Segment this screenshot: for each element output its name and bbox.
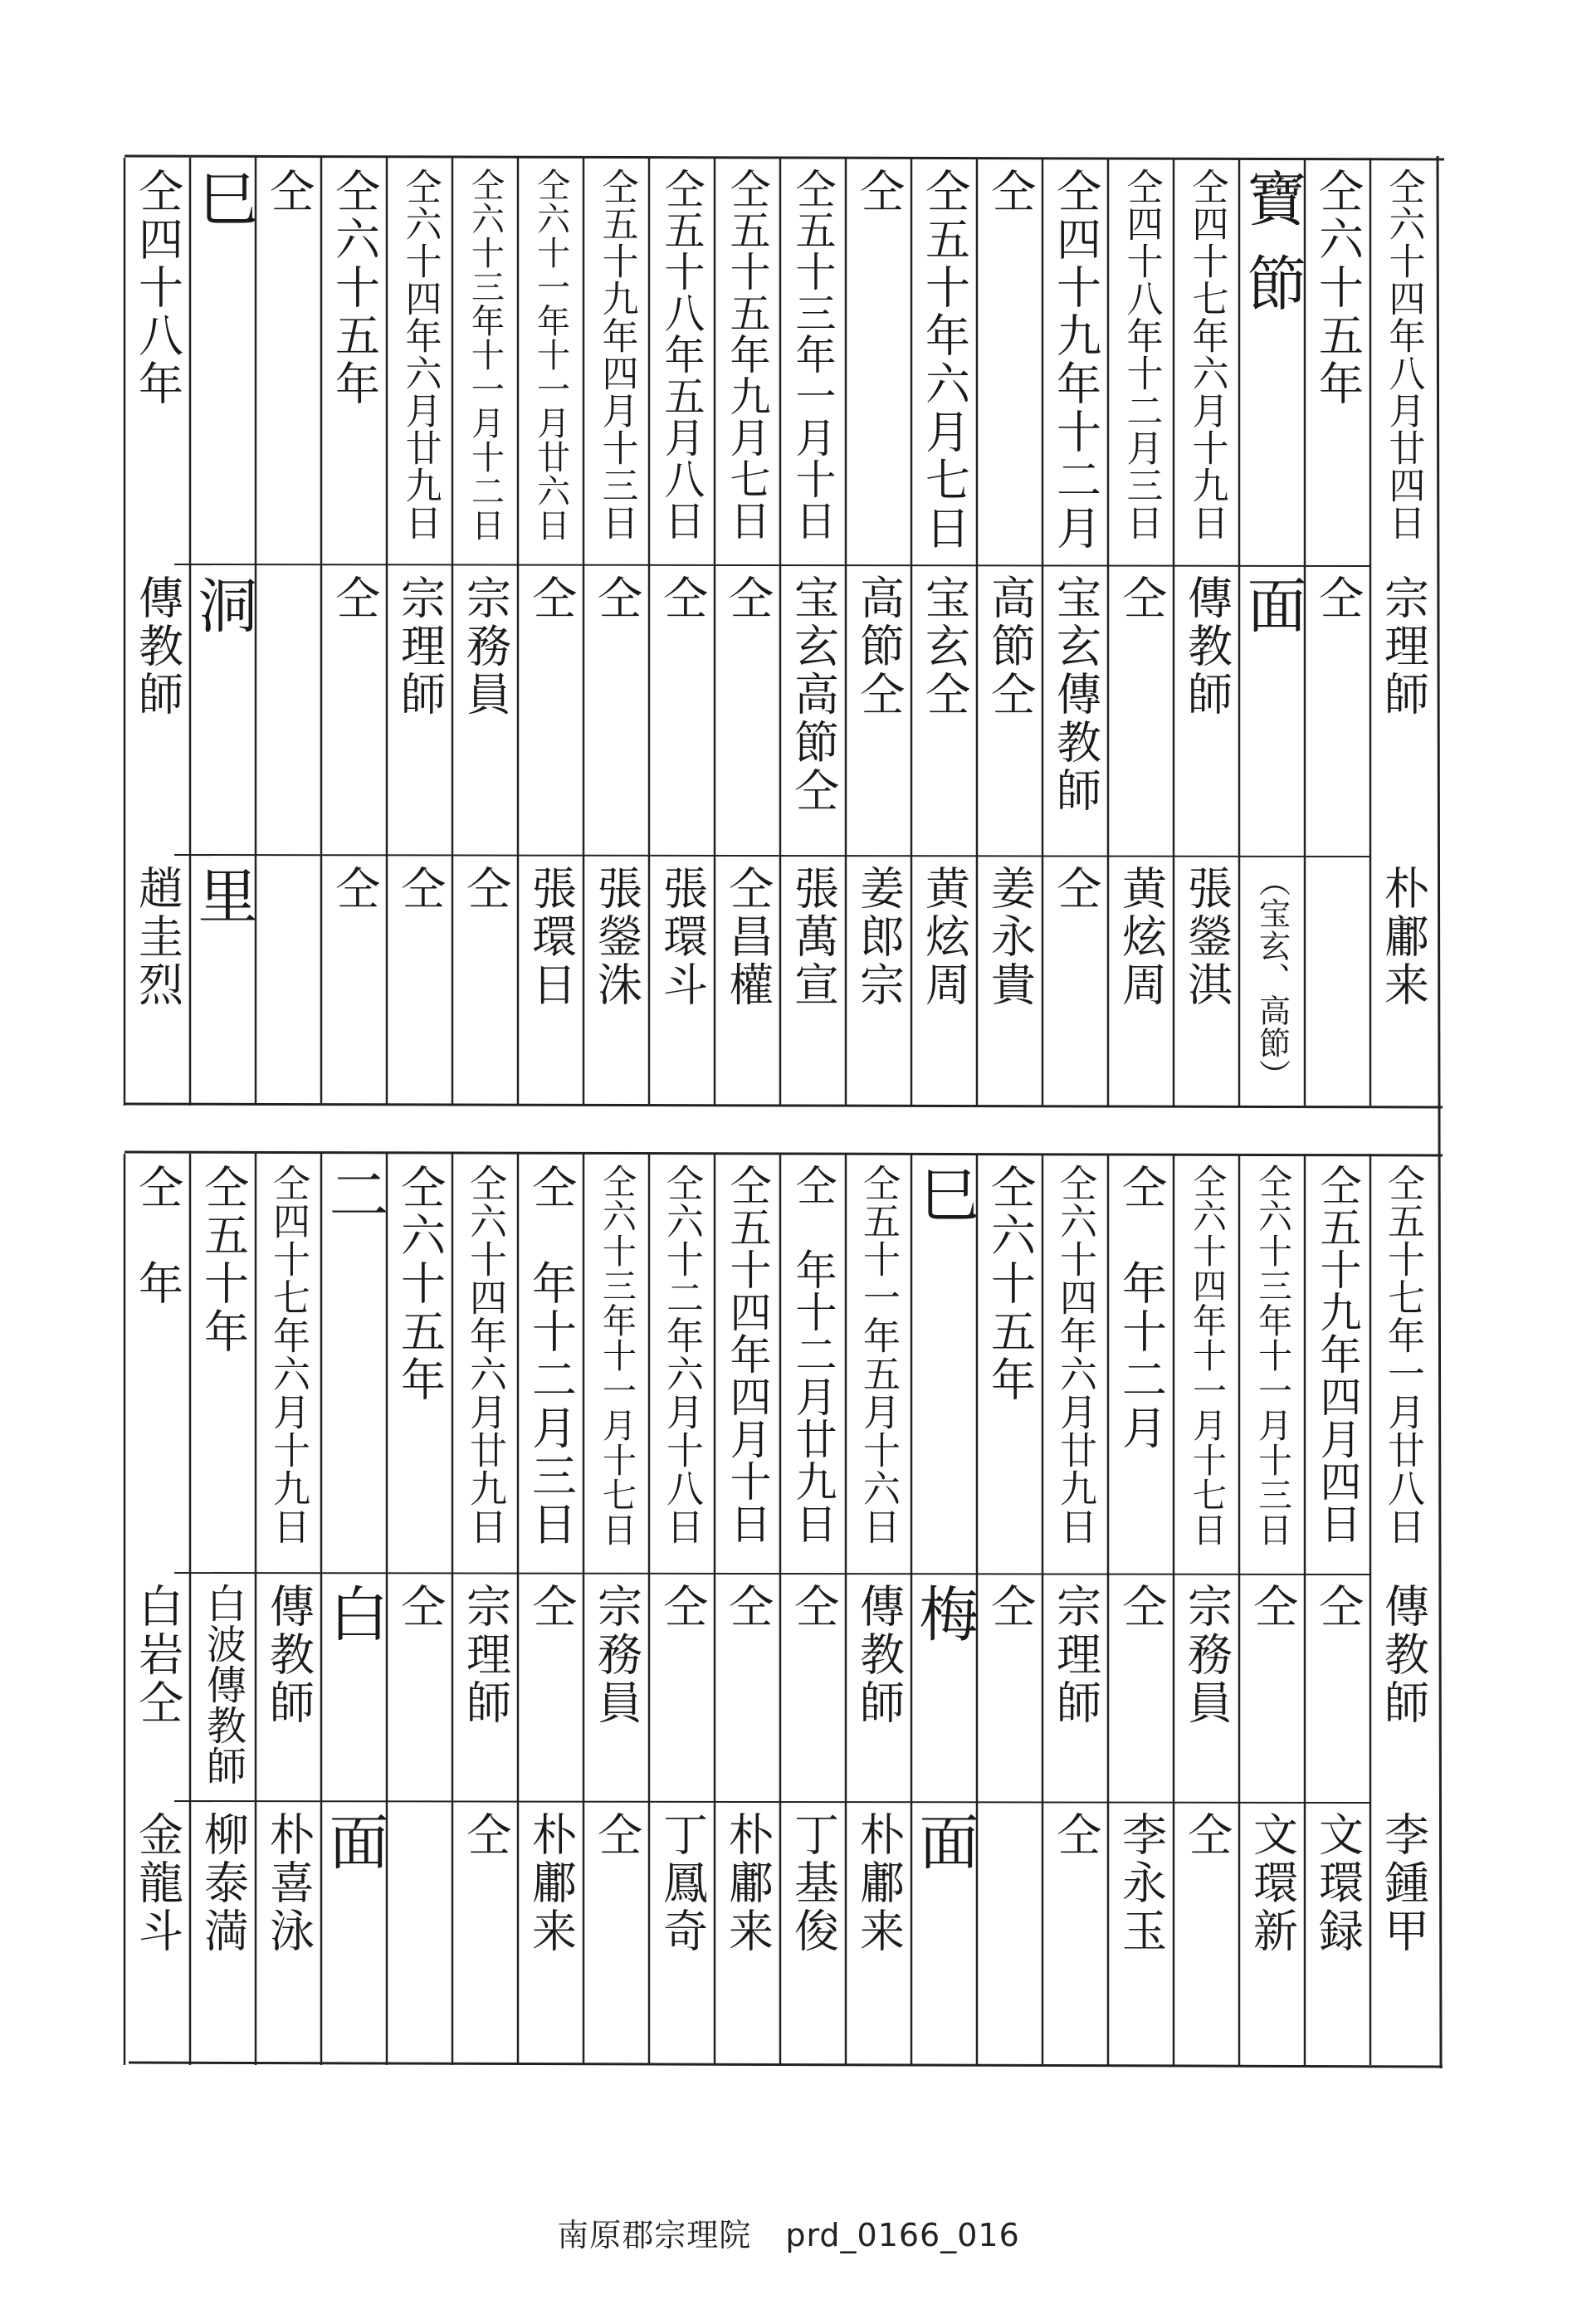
upper-block-name: 朴鄘来 <box>1377 865 1430 1009</box>
lower-block-office: 仝 <box>1246 1583 1299 1631</box>
lower-block-name: 朴喜泳 <box>262 1811 315 1955</box>
lower-block-name: 李鍾甲 <box>1377 1811 1430 1955</box>
lower-block-date: 仝 年十二月廿九日 <box>788 1164 837 1545</box>
lower-block-name: 柳泰満 <box>197 1811 250 1955</box>
upper-block-date: 仝五十九年四月十三日 <box>595 168 638 541</box>
lower-block-date: 仝六十二年六月十八日 <box>660 1164 704 1545</box>
lower-block-name: 文環新 <box>1246 1811 1299 1955</box>
upper-block-office: 面 <box>1237 574 1307 659</box>
upper-block-name: 張鎣洙 <box>590 865 643 1009</box>
lower-block-office: 白岩仝 <box>131 1583 184 1727</box>
upper-block-date: 仝四十八年 <box>131 168 184 408</box>
lower-block-date: 仝六十三年十一月十七日 <box>597 1164 637 1547</box>
upper-block-office: 宗理師 <box>393 574 447 719</box>
lower-block-date: 仝六十四年六月廿九日 <box>463 1164 507 1545</box>
lower-block-date: 仝 年 <box>131 1164 184 1308</box>
lower-block-name: 仝 <box>1049 1811 1102 1859</box>
lower-block-date: 仝六十四年六月廿九日 <box>1053 1164 1097 1545</box>
upper-block-name: 張鎣淇 <box>1180 865 1233 1009</box>
upper-block-name: 黄炫周 <box>1115 865 1168 1009</box>
lower-block-office: 仝 <box>1115 1583 1168 1631</box>
upper-block-name: 張環斗 <box>656 865 709 1009</box>
upper-block-name: 張萬宣 <box>787 865 840 1009</box>
upper-block-date: 仝六十五年 <box>328 168 381 408</box>
lower-block-office: 仝 <box>984 1583 1037 1631</box>
lower-block-date: 仝五十一年五月十六日 <box>857 1164 901 1545</box>
upper-block-name: 黄炫周 <box>918 865 971 1009</box>
upper-block-date: 仝六十一年十一月廿六日 <box>531 168 570 542</box>
lower-block-office: 仝 <box>721 1583 774 1631</box>
upper-block-date: 仝六十四年六月廿九日 <box>398 168 442 541</box>
lower-block-office: 宗理師 <box>1049 1583 1102 1727</box>
lower-block-name: 面 <box>909 1811 979 1896</box>
lower-block-date: 仝五十年 <box>197 1164 250 1356</box>
lower-block-office: 梅 <box>909 1583 979 1667</box>
upper-block-name: 仝 <box>393 865 447 913</box>
upper-block-name: 姜永貴 <box>984 865 1037 1009</box>
upper-block-office: 高節仝 <box>852 574 906 719</box>
lower-block-name: 仝 <box>590 1811 643 1859</box>
upper-block-date: 仝五十八年五月八日 <box>658 168 706 541</box>
lower-block-name: 丁基俊 <box>787 1811 840 1955</box>
lower-block-name: 丁鳳奇 <box>656 1811 709 1955</box>
lower-block-date: 仝六十四年十一月十七日 <box>1187 1164 1227 1547</box>
upper-block-date: 仝四十八年十二月三日 <box>1120 168 1163 541</box>
lower-block-office: 傳教師 <box>852 1583 906 1727</box>
upper-block-office: 宗理師 <box>1377 574 1430 719</box>
upper-block-office: 仝 <box>1311 574 1365 622</box>
lower-block-date: 仝五十四年四月十日 <box>723 1164 772 1545</box>
lower-block-date: 仝六十五年 <box>393 1164 447 1404</box>
lower-block-name: 面 <box>319 1811 389 1896</box>
caption-code: prd_0166_016 <box>785 2217 1020 2253</box>
lower-block-office: 宗理師 <box>459 1583 512 1727</box>
upper-block-date: 仝六十三年十一月十二日 <box>466 168 505 542</box>
upper-block-name: 仝 <box>459 865 512 913</box>
lower-block-date: 仝六十五年 <box>984 1164 1037 1404</box>
upper-block-office: 宝玄高節仝 <box>787 574 840 815</box>
upper-block-date: 仝四十七年六月十九日 <box>1185 168 1228 541</box>
upper-block-name: 趙圭烈 <box>131 865 184 1009</box>
lower-block-date: 二 <box>319 1164 389 1248</box>
lower-block-office: 宗務員 <box>590 1583 643 1727</box>
upper-block-date: 仝六十五年 <box>1311 168 1365 408</box>
lower-block-name: 朴鄘来 <box>721 1811 774 1955</box>
upper-block-office: 仝 <box>1115 574 1168 622</box>
lower-block-date: 仝五十七年一月廿八日 <box>1381 1164 1425 1545</box>
lower-block-office: 仝 <box>1311 1583 1365 1631</box>
upper-block-office: 洞 <box>188 574 258 659</box>
lower-block-date: 仝 年十二月 <box>1115 1164 1168 1452</box>
lower-block-name: 仝 <box>1180 1811 1233 1859</box>
upper-block-office: 仝 <box>590 574 643 622</box>
upper-block-name: （宝玄、高節） <box>1253 865 1291 1091</box>
upper-block-date: 仝四十九年十二月 <box>1049 168 1102 553</box>
upper-block-name: 姜郎宗 <box>852 865 906 1009</box>
lower-block-date: 仝六十三年十一月十三日 <box>1252 1164 1292 1547</box>
upper-block-office: 傳教師 <box>1180 574 1233 719</box>
upper-block-date: 仝五十五年九月七日 <box>724 168 771 541</box>
lower-block-name: 仝 <box>459 1811 512 1859</box>
lower-block-name: 金龍斗 <box>131 1811 184 1955</box>
upper-block-office: 仝 <box>656 574 709 622</box>
upper-block-date: 仝六十四年八月廿四日 <box>1382 168 1425 541</box>
lower-block-office: 白 <box>319 1583 389 1667</box>
lower-block-date: 巳 <box>909 1164 979 1248</box>
upper-block-date: 仝 <box>852 168 906 216</box>
page-caption <box>0 2209 1577 2255</box>
lower-block-office: 白波傳教師 <box>199 1583 247 1786</box>
lower-block-office: 仝 <box>656 1583 709 1631</box>
lower-block-office: 仝 <box>393 1583 447 1631</box>
upper-block-office: 仝 <box>525 574 578 622</box>
upper-block-date: 寶節 <box>1237 168 1307 337</box>
upper-block-name: 仝 <box>328 865 381 913</box>
upper-block-office: 宝玄仝 <box>918 574 971 719</box>
upper-block-office: 傳教師 <box>131 574 184 719</box>
upper-block-date: 仝 <box>262 168 315 216</box>
upper-block-date: 巳 <box>188 168 258 252</box>
upper-block-name: 里 <box>188 865 258 950</box>
upper-block-name: 仝昌權 <box>721 865 774 1009</box>
lower-block-office: 傳教師 <box>1377 1583 1430 1727</box>
lower-block-name: 朴鄘来 <box>525 1811 578 1955</box>
lower-block-date: 仝五十九年四月四日 <box>1313 1164 1362 1545</box>
upper-block-date: 仝五十三年一月十日 <box>789 168 837 541</box>
lower-block-office: 仝 <box>787 1583 840 1631</box>
lower-block-name: 李永玉 <box>1115 1811 1168 1955</box>
upper-block-office: 仝 <box>328 574 381 622</box>
upper-block-name: 張環日 <box>525 865 578 1009</box>
lower-block-office: 宗務員 <box>1180 1583 1233 1727</box>
caption-title: 南原郡宗理院 <box>557 2217 752 2253</box>
upper-block-name: 仝 <box>1049 865 1102 913</box>
upper-block-office: 宗務員 <box>459 574 512 719</box>
upper-block-office: 宝玄傳教師 <box>1049 574 1102 815</box>
upper-block-date: 仝 <box>984 168 1037 216</box>
upper-block-office: 高節仝 <box>984 574 1037 719</box>
lower-block-date: 仝四十七年六月十九日 <box>266 1164 310 1545</box>
lower-block-date: 仝 年十二月三日 <box>525 1164 578 1549</box>
lower-block-name: 文環録 <box>1311 1811 1365 1955</box>
lower-block-office: 傳教師 <box>262 1583 315 1727</box>
lower-block-office: 仝 <box>525 1583 578 1631</box>
upper-block-office: 仝 <box>721 574 774 622</box>
lower-block-name: 朴鄘来 <box>852 1811 906 1955</box>
upper-block-date: 仝五十年六月七日 <box>918 168 971 553</box>
